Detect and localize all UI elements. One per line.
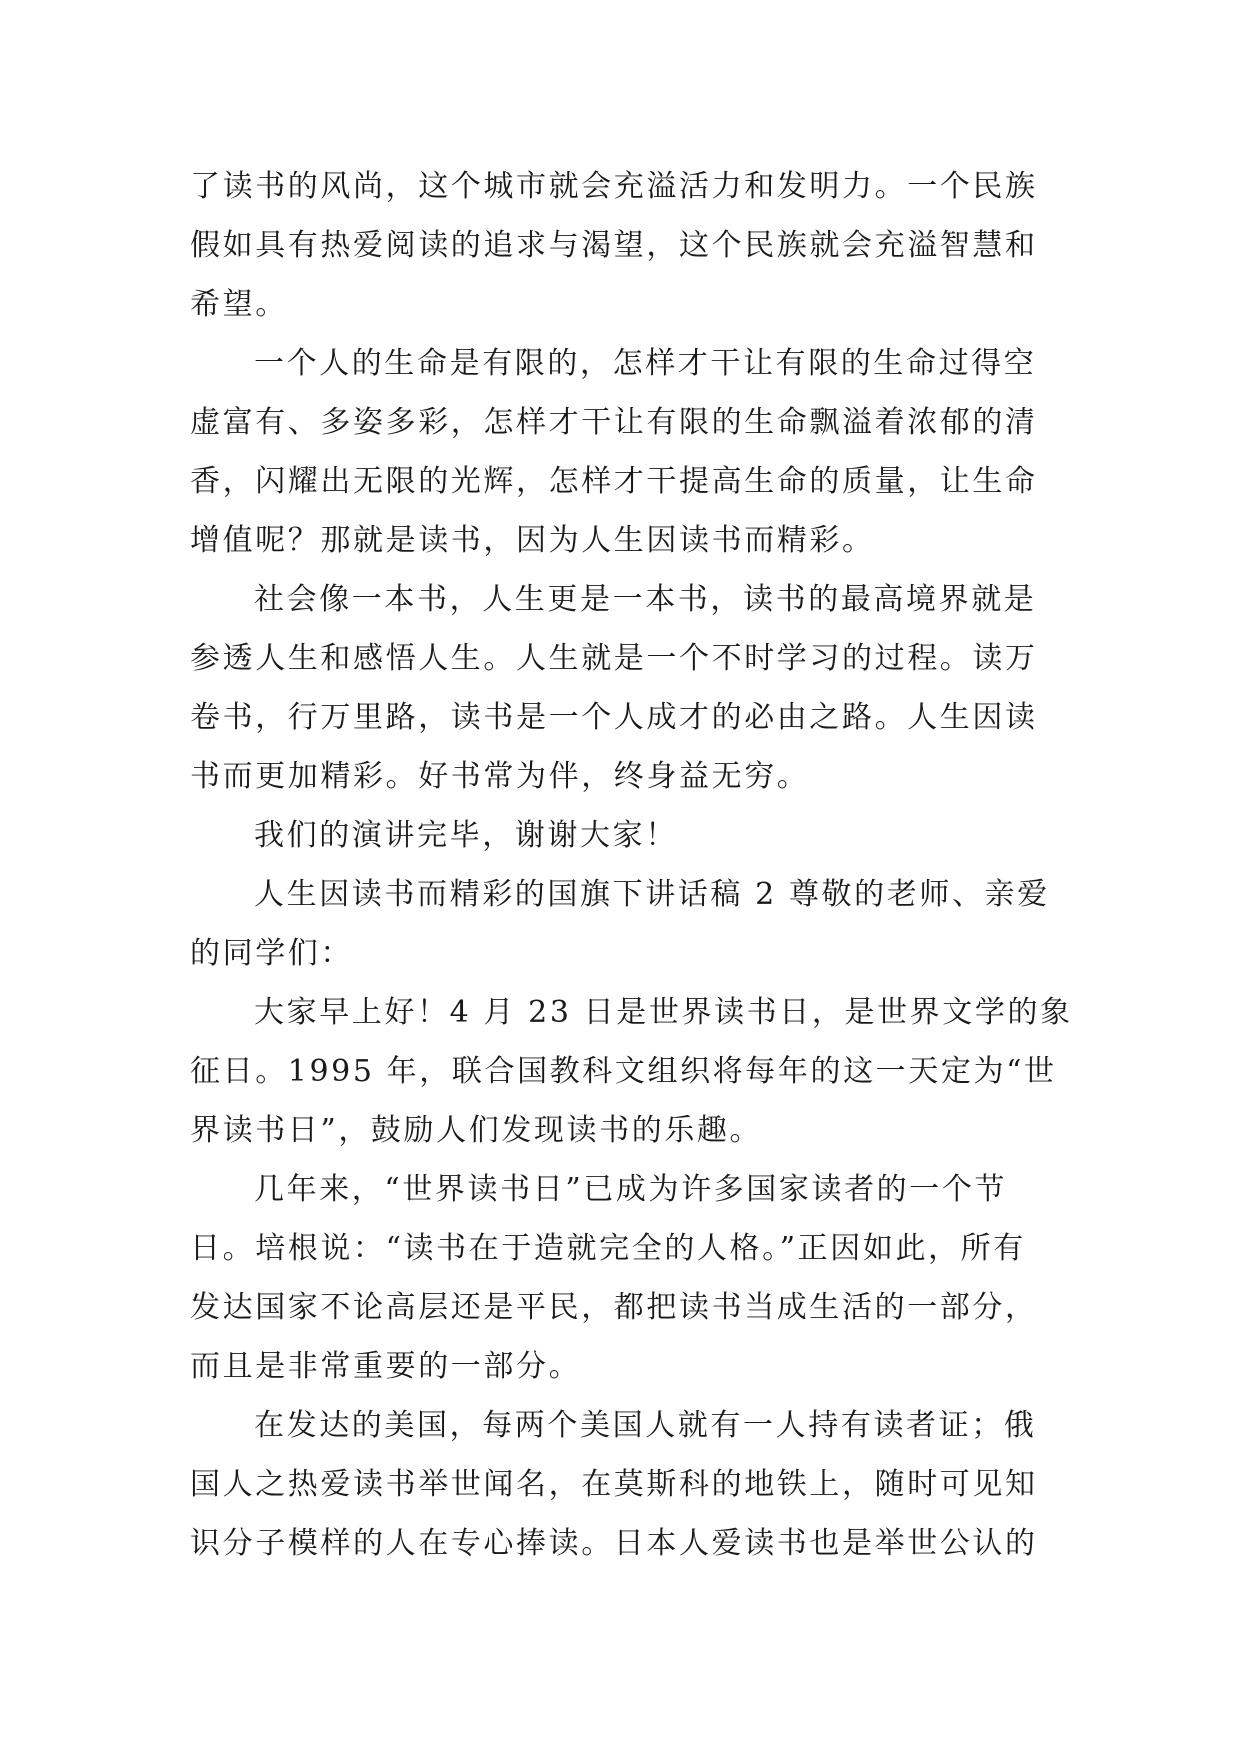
text-line: 假如具有热爱阅读的追求与渴望，这个民族就会充溢智慧和 (190, 228, 1038, 263)
text-line: 识分子模样的人在专心捧读。日本人爱读书也是举世公认的 (190, 1526, 1038, 1561)
text-line: 的同学们： (190, 936, 353, 971)
text-line: 而且是非常重要的一部分。 (190, 1349, 582, 1384)
text-line: 发达国家不论高层还是平民，都把读书当成生活的一部分， (190, 1290, 1038, 1325)
paragraph-first-line: 社会像一本书，人生更是一本书，读书的最高境界就是 (254, 582, 1037, 617)
text-line: 希望。 (190, 287, 288, 322)
text-line: 书而更加精彩。好书常为伴，终身益无穷。 (190, 759, 810, 794)
text-line: 虚富有、多姿多彩，怎样才干让有限的生命飘溢着浓郁的清 (190, 405, 1038, 440)
paragraph-first-line: 一个人的生命是有限的，怎样才干让有限的生命过得空 (254, 346, 1037, 381)
text-line: 界读书日”，鼓励人们发现读书的乐趣。 (190, 1113, 763, 1148)
text-line: 征日。1995 年，联合国教科文组织将每年的这一天定为“世 (190, 1054, 1057, 1089)
text-line: 香，闪耀出无限的光辉，怎样才干提高生命的质量，让生命 (190, 464, 1038, 499)
text-line: 国人之热爱读书举世闻名，在莫斯科的地铁上，随时可见知 (190, 1467, 1038, 1502)
text-line: 卷书，行万里路，读书是一个人成才的必由之路。人生因读 (190, 700, 1038, 735)
text-line: 了读书的风尚，这个城市就会充溢活力和发明力。一个民族 (190, 169, 1038, 204)
paragraph-first-line: 人生因读书而精彩的国旗下讲话稿 2 尊敬的老师、亲爱 (254, 877, 1050, 912)
paragraph-first-line: 我们的演讲完毕，谢谢大家！ (254, 818, 678, 853)
paragraph-first-line: 在发达的美国，每两个美国人就有一人持有读者证；俄 (254, 1408, 1037, 1443)
body-text (190, 157, 1073, 1573)
paragraph-first-line: 大家早上好！4 月 23 日是世界读书日，是世界文学的象 (254, 995, 1073, 1030)
paragraph-first-line: 几年来，“世界读书日”已成为许多国家读者的一个节 (254, 1172, 1008, 1207)
text-line: 增值呢？那就是读书，因为人生因读书而精彩。 (190, 523, 875, 558)
text-line: 日。培根说：“读书在于造就完全的人格。”正因如此，所有 (190, 1231, 1026, 1266)
text-line: 参透人生和感悟人生。人生就是一个不时学习的过程。读万 (190, 641, 1038, 676)
